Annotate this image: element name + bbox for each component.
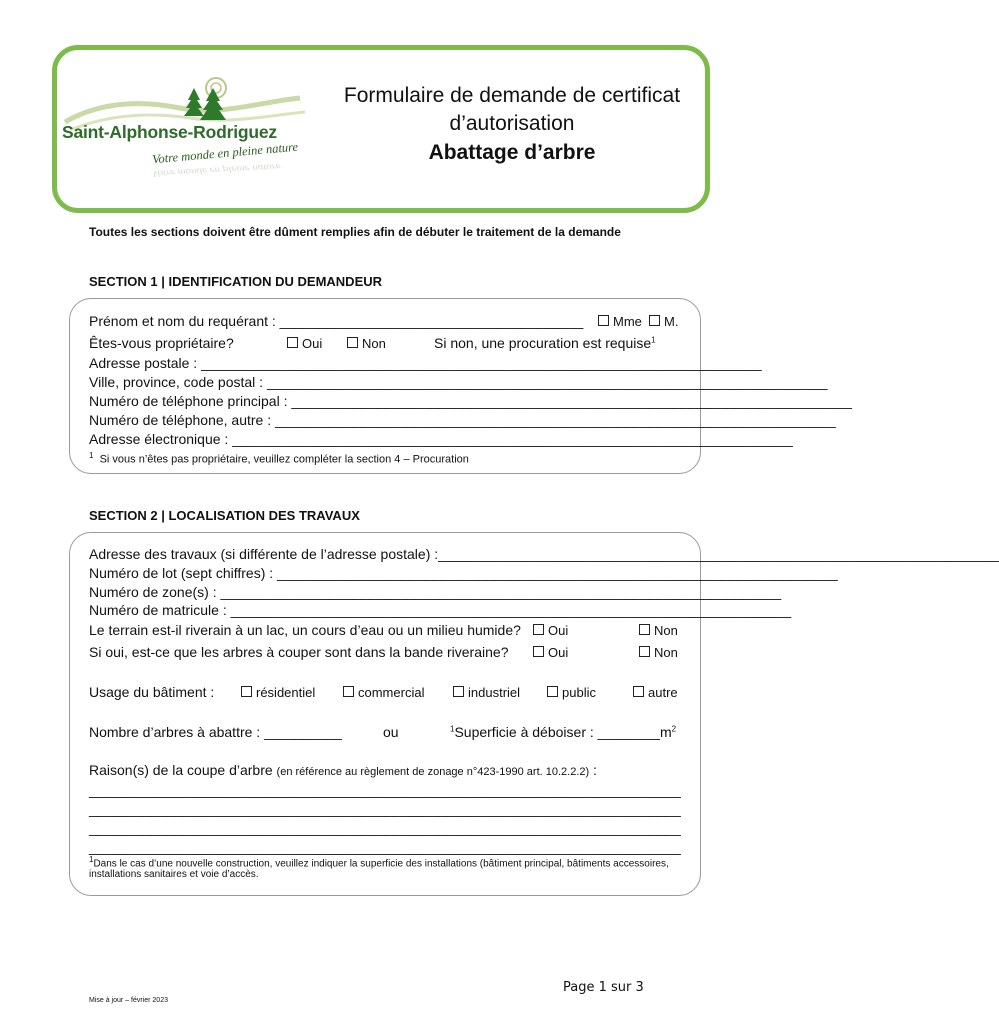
municipality-logo <box>60 72 312 192</box>
lot-row <box>89 565 838 581</box>
m-label: M. <box>664 314 679 329</box>
section-2-heading: SECTION 2 | LOCALISATION DES TRAVAUX <box>89 508 360 523</box>
usage-option-label: public <box>562 685 596 700</box>
section-2-footnote-line-2: installations sanitaires et voie d’accès. <box>89 869 259 880</box>
checkbox-icon <box>649 315 660 326</box>
logo-tagline: Votre monde en pleine nature <box>151 139 299 167</box>
oui-label: Oui <box>548 623 569 638</box>
m-checkbox[interactable] <box>649 314 678 329</box>
intro-instruction: Toutes les sections doivent être dûment remplies afin de débuter le traitement de la demande <box>89 225 621 239</box>
lot-label: Numéro de lot (sept chiffres) : <box>89 565 278 581</box>
section-1-heading: SECTION 1 | IDENTIFICATION DU DEMANDEUR <box>89 274 383 289</box>
footnote-number: 1 <box>89 855 94 864</box>
zone-field[interactable]: ________________________________________________________________________ <box>220 584 782 600</box>
checkbox-icon <box>287 337 298 348</box>
requester-name-row <box>89 313 583 329</box>
checkbox-icon <box>533 624 544 635</box>
usage-residentiel-checkbox[interactable] <box>241 685 315 700</box>
reason-reference: (en référence au règlement de zonage n°423-1990 art. 10.2.2.2) <box>276 766 590 778</box>
form-title-line-2: d’autorisation <box>449 112 575 135</box>
reason-label: Raison(s) de la coupe d’arbre <box>89 762 273 778</box>
usage-option-label: autre <box>648 685 678 700</box>
oui-label: Oui <box>548 645 569 660</box>
lot-field[interactable]: ________________________________________________________________________ <box>277 565 838 581</box>
phone-main-field[interactable]: ________________________________________________________________________ <box>291 393 852 409</box>
area-sup: 1 <box>450 724 455 734</box>
area-unit-sup: 2 <box>671 724 677 734</box>
email-field[interactable]: ________________________________________________________________________ <box>232 431 793 447</box>
zone-label: Numéro de zone(s) : <box>89 584 221 600</box>
proxy-note-sup: 1 <box>651 335 656 345</box>
usage-option-label: commercial <box>358 685 425 700</box>
riverain-question: Le terrain est-il riverain à un lac, un cours d’eau ou un milieu humide? <box>89 622 521 638</box>
trees-field[interactable]: __________ <box>264 724 342 740</box>
city-row <box>89 374 828 390</box>
bande-oui-checkbox[interactable] <box>533 645 568 660</box>
checkbox-icon <box>533 646 544 657</box>
proxy-note-text: Si non, une procuration est requise <box>434 335 652 351</box>
usage-commercial-checkbox[interactable] <box>343 685 424 700</box>
checkbox-icon <box>639 624 650 635</box>
bande-non-checkbox[interactable] <box>639 645 678 660</box>
checkbox-icon <box>598 315 609 326</box>
matricule-field[interactable]: ________________________________________________________________________ <box>230 602 792 618</box>
reason-line-4[interactable]: ____________________________________________________________________________ <box>89 839 681 855</box>
owner-question: Êtes-vous propriétaire? <box>89 335 234 351</box>
reason-heading <box>89 762 597 778</box>
reason-line-2[interactable]: ____________________________________________________________________________ <box>89 801 681 817</box>
reason-line-1[interactable]: ____________________________________________________________________________ <box>89 782 681 798</box>
postal-address-row <box>89 355 762 371</box>
form-title-line-1: Formulaire de demande de certificat <box>343 84 681 107</box>
zone-row <box>89 584 782 600</box>
non-label: Non <box>654 623 678 638</box>
trees-row <box>89 724 342 740</box>
usage-public-checkbox[interactable] <box>547 685 596 700</box>
form-title-subject: Abattage d’arbre <box>428 141 596 164</box>
area-field[interactable]: ________ <box>597 724 660 740</box>
checkbox-icon <box>453 686 464 697</box>
city-label: Ville, province, code postal : <box>89 374 267 390</box>
postal-address-field[interactable]: ________________________________________________________________________ <box>201 355 762 371</box>
usage-label: Usage du bâtiment : <box>89 684 215 700</box>
phone-other-label: Numéro de téléphone, autre : <box>89 412 276 428</box>
checkbox-icon <box>633 686 644 697</box>
area-unit: m <box>659 724 672 740</box>
owner-non-checkbox[interactable] <box>347 336 386 351</box>
update-date: Mise à jour – février 2023 <box>89 997 168 1004</box>
checkbox-icon <box>343 686 354 697</box>
work-address-label: Adresse des travaux (si différente de l’adresse postale) : <box>89 546 439 562</box>
footnote-text: Dans le cas d’une nouvelle construction, veuillez indiquer la superficie des installations (bâtiment principal, bâtiments accessoires, <box>93 858 669 870</box>
oui-label: Oui <box>302 336 323 351</box>
owner-oui-checkbox[interactable] <box>287 336 322 351</box>
reason-colon: : <box>589 762 597 778</box>
checkbox-icon <box>347 337 358 348</box>
logo-name: Saint-Alphonse-Rodriguez <box>62 122 277 142</box>
postal-address-label: Adresse postale : <box>89 355 202 371</box>
requester-name-label: Prénom et nom du requérant : <box>89 313 280 329</box>
proxy-note <box>434 335 656 351</box>
riverain-non-checkbox[interactable] <box>639 623 678 638</box>
riverain-oui-checkbox[interactable] <box>533 623 568 638</box>
footnote-number: 1 <box>89 451 94 460</box>
city-field[interactable]: ________________________________________________________________________ <box>266 374 828 390</box>
phone-other-row <box>89 412 836 428</box>
usage-industriel-checkbox[interactable] <box>453 685 520 700</box>
mme-label: Mme <box>613 314 642 329</box>
trees-label: Nombre d’arbres à abattre : <box>89 724 265 740</box>
matricule-row <box>89 602 792 618</box>
work-address-field[interactable]: ________________________________________________________________________ <box>438 546 999 562</box>
usage-autre-checkbox[interactable] <box>633 685 678 700</box>
usage-option-label: résidentiel <box>256 685 316 700</box>
phone-main-label: Numéro de téléphone principal : <box>89 393 292 409</box>
usage-option-label: industriel <box>468 685 521 700</box>
bande-question: Si oui, est-ce que les arbres à couper sont dans la bande riveraine? <box>89 644 509 660</box>
checkbox-icon <box>241 686 252 697</box>
area-label: Superficie à déboiser : <box>454 724 598 740</box>
area-row <box>450 724 676 740</box>
section-1-footnote <box>89 451 469 466</box>
requester-name-field[interactable]: _______________________________________ <box>279 313 584 329</box>
reason-line-3[interactable]: ____________________________________________________________________________ <box>89 820 681 836</box>
page-number: Page 1 sur 3 <box>563 980 644 995</box>
email-label: Adresse électronique : <box>89 431 233 447</box>
section-2-footnote-line-1 <box>89 855 669 869</box>
non-label: Non <box>654 645 678 660</box>
work-address-row <box>89 546 999 562</box>
phone-other-field[interactable]: ________________________________________________________________________ <box>275 412 836 428</box>
phone-main-row <box>89 393 852 409</box>
non-label: Non <box>362 336 386 351</box>
matricule-label: Numéro de matricule : <box>89 602 231 618</box>
logo-tagline-reflection: Votre monde en pleine nature <box>151 161 281 179</box>
email-row <box>89 431 793 447</box>
footnote-text: Si vous n’êtes pas propriétaire, veuillez compléter la section 4 – Procuration <box>99 453 469 466</box>
checkbox-icon <box>639 646 650 657</box>
checkbox-icon <box>547 686 558 697</box>
mme-checkbox[interactable] <box>598 314 642 329</box>
or-label: ou <box>383 724 399 740</box>
